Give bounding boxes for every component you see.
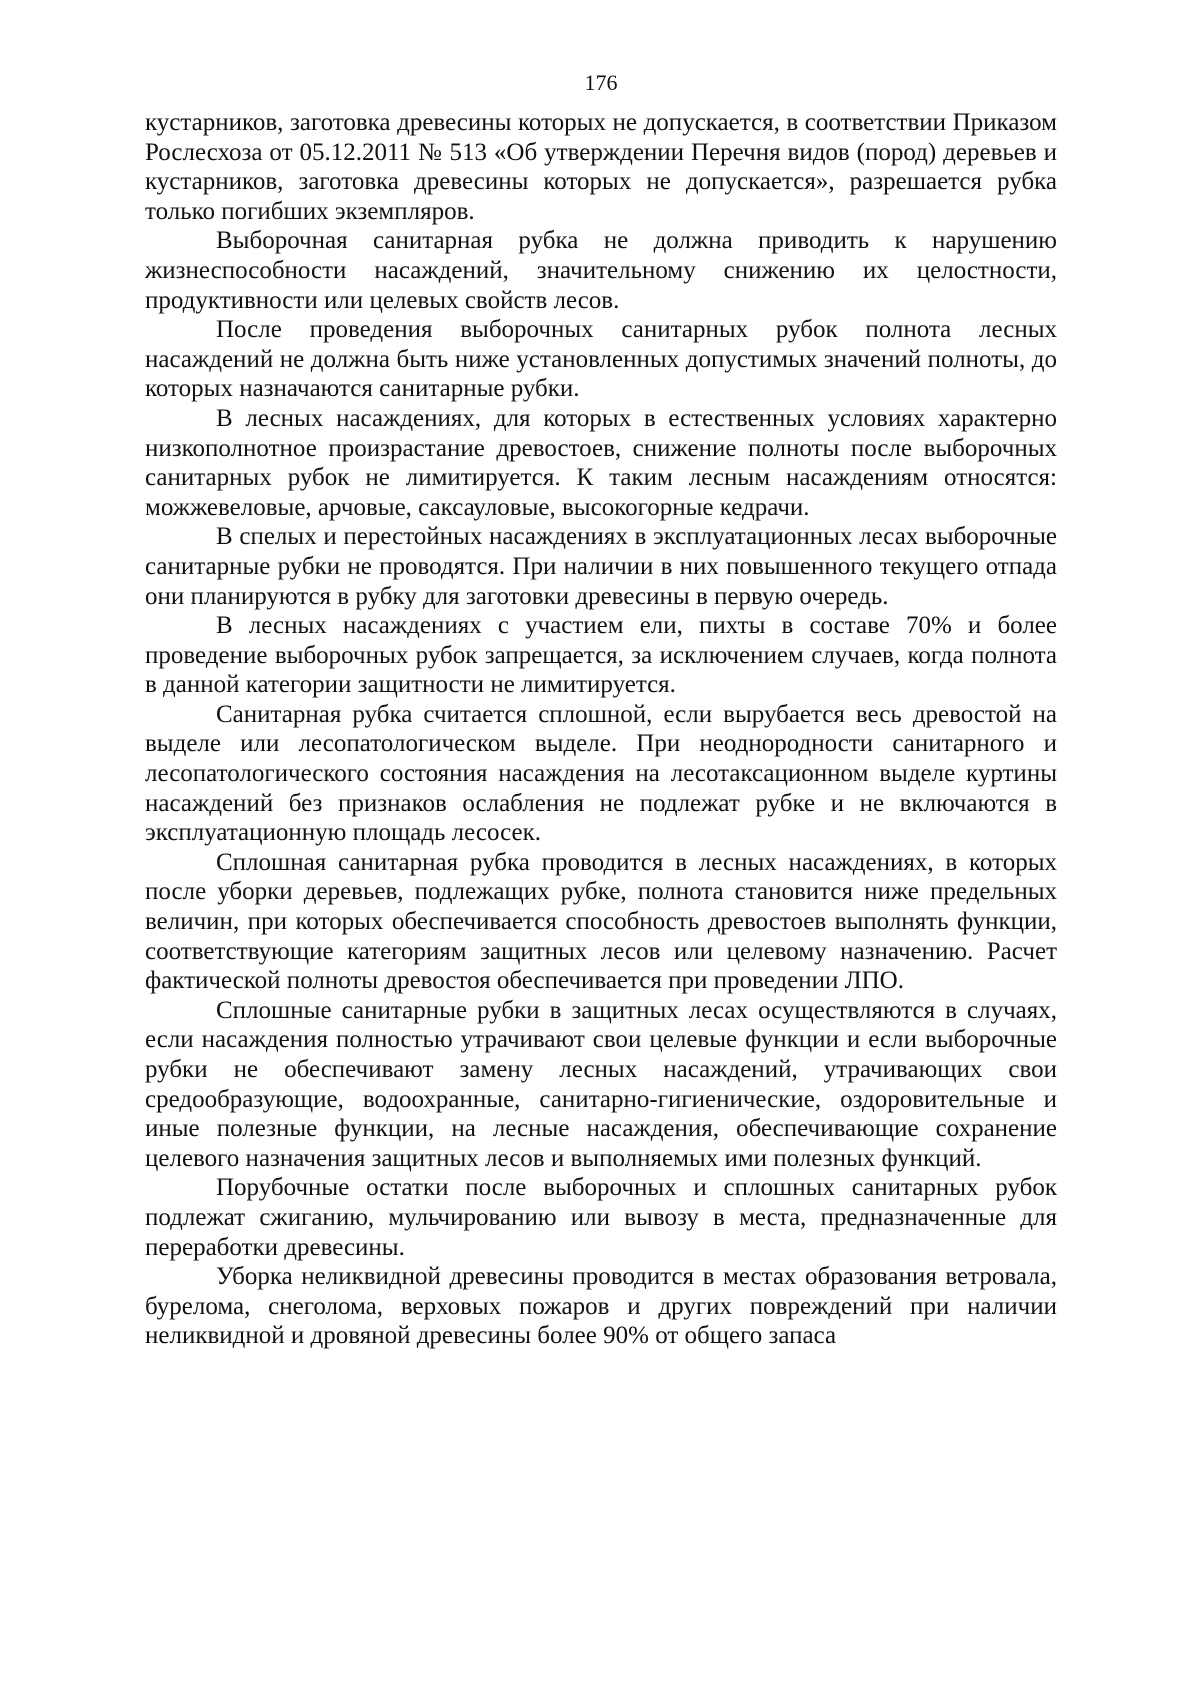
paragraph: Выборочная санитарная рубка не должна приводить к нарушению жизнеспособности насаждений, значительному снижению их целостности, продуктивности или целевых свойств лесов. <box>145 227 1057 314</box>
page-number: 176 <box>584 70 618 95</box>
paragraph: В лесных насаждениях с участием ели, пихты в составе 70% и более проведение выборочных рубок запрещается, за исключением случаев, когда полнота в данной категории защитности не лимитируется. <box>145 612 1057 699</box>
paragraph: Сплошная санитарная рубка проводится в лесных насаждениях, в которых после уборки деревьев, подлежащих рубке, полнота становится ниже предельных величин, при которых обеспечивается способность древостоев выполнять функции, соответствующие категориям защитных лесов или целевому назначению. Расчет фактической полноты древостоя обеспечивается при проведении ЛПО. <box>145 848 1057 995</box>
paragraph: Сплошные санитарные рубки в защитных лесах осуществляются в случаях, если насаждения полностью утрачивают свои целевые функции и если выборочные рубки не обеспечивают замену лесных насаждений, утрачивающих свои средообразующие, водоохранные, санитарно-гигиенические, оздоровительные и иные полезные функции, на лесные насаждения, обеспечивающие сохранение целевого назначения защитных лесов и выполняемых ими полезных функций. <box>145 996 1057 1172</box>
paragraph: В спелых и перестойных насаждениях в эксплуатационных лесах выборочные санитарные рубки не проводятся. При наличии в них повышенного текущего отпада они планируются в рубку для заготовки древесины в первую очередь. <box>145 523 1057 610</box>
document-page <box>145 70 1057 1351</box>
paragraph: Санитарная рубка считается сплошной, если вырубается весь древостой на выделе или лесопатологическом выделе. При неоднородности санитарного и лесопатологического состояния насаждения на лесотаксационном выделе куртины насаждений без признаков ослабления не подлежат рубке и не включаются в эксплуатационную площадь лесосек. <box>145 700 1057 847</box>
paragraph: кустарников, заготовка древесины которых не допускается, в соответствии Приказом Рослесхоза от 05.12.2011 № 513 «Об утверждении Перечня видов (пород) деревьев и кустарников, заготовка древесины которых не допускается», разрешается рубка только погибших экземпляров. <box>145 109 1057 225</box>
paragraph: Порубочные остатки после выборочных и сплошных санитарных рубок подлежат сжиганию, мульчированию или вывозу в места, предназначенные для переработки древесины. <box>145 1174 1057 1261</box>
paragraph: Уборка неликвидной древесины проводится в местах образования ветровала, бурелома, снеголома, верховых пожаров и других повреждений при наличии неликвидной и дровяной древесины более 90% от общего запаса <box>145 1263 1057 1350</box>
paragraph: После проведения выборочных санитарных рубок полнота лесных насаждений не должна быть ниже установленных допустимых значений полноты, до которых назначаются санитарные рубки. <box>145 316 1057 403</box>
paragraph: В лесных насаждениях, для которых в естественных условиях характерно низкополнотное произрастание древостоев, снижение полноты после выборочных санитарных рубок не лимитируется. К таким лесным насаждениям относятся: можжевеловые, арчовые, саксауловые, высокогорные кедрачи. <box>145 404 1057 521</box>
